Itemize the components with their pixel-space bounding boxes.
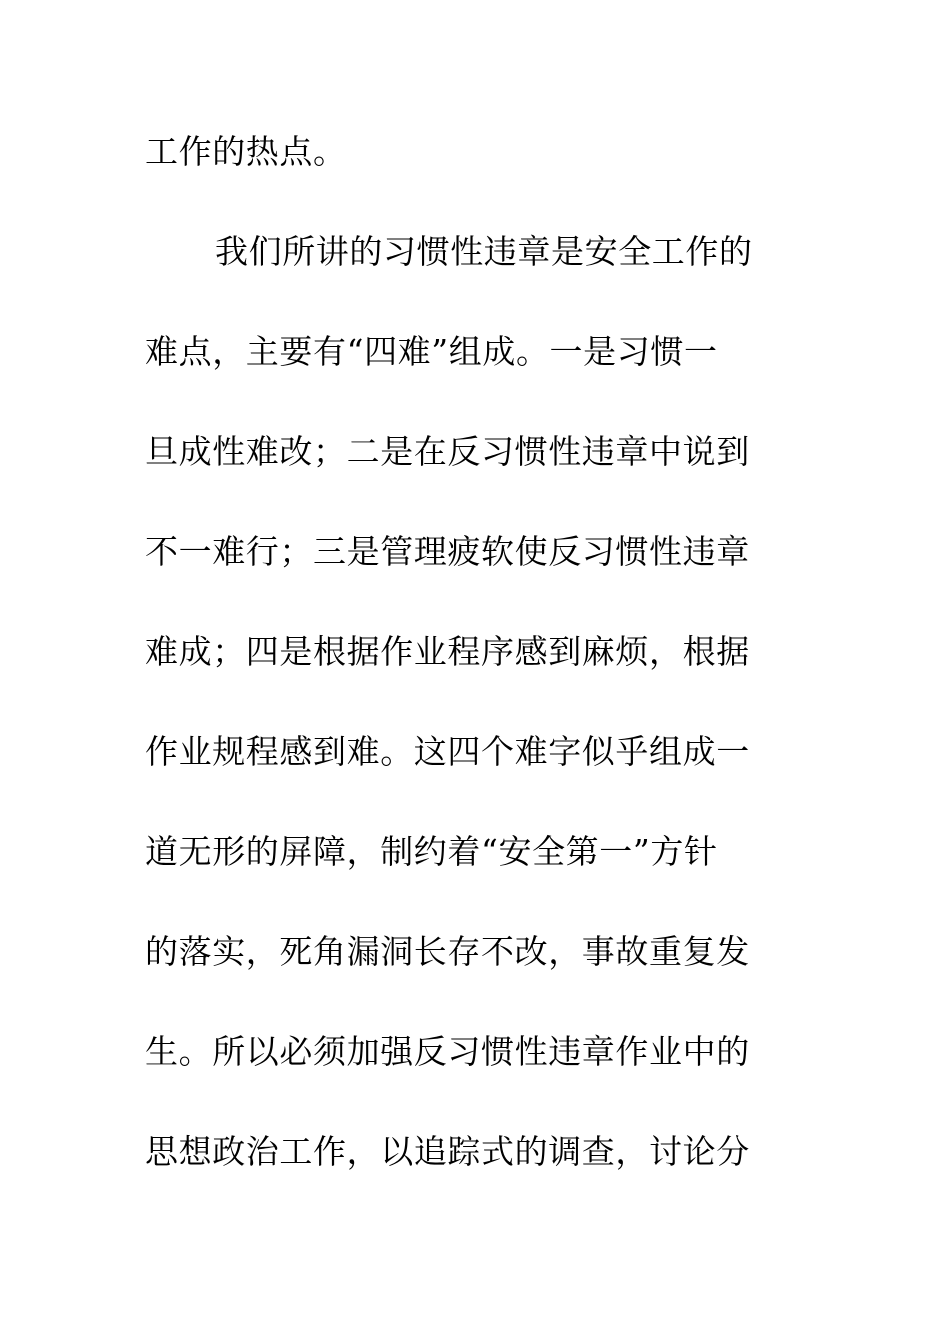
text-line-5: 不一难行；三是管理疲软使反习惯性违章 [145,532,750,571]
text-line-7: 作业规程感到难。这四个难字似乎组成一 [145,732,750,771]
text-line-9: 的落实，死角漏洞长存不改，事故重复发 [145,932,750,971]
text-line-8: 道无形的屏障，制约着“安全第一”方针 [145,832,718,871]
text-line-11: 思想政治工作，以追踪式的调查，讨论分 [145,1132,750,1171]
text-line-10: 生。所以必须加强反习惯性违章作业中的 [145,1032,750,1071]
text-line-3: 难点，主要有“四难”组成。一是习惯一 [145,332,718,371]
text-line-6: 难成；四是根据作业程序感到麻烦，根据 [145,632,750,671]
text-line-4: 旦成性难改；二是在反习惯性违章中说到 [145,432,750,471]
text-line-1: 工作的热点。 [145,132,347,171]
text-line-2: 我们所讲的习惯性违章是安全工作的 [215,232,753,271]
